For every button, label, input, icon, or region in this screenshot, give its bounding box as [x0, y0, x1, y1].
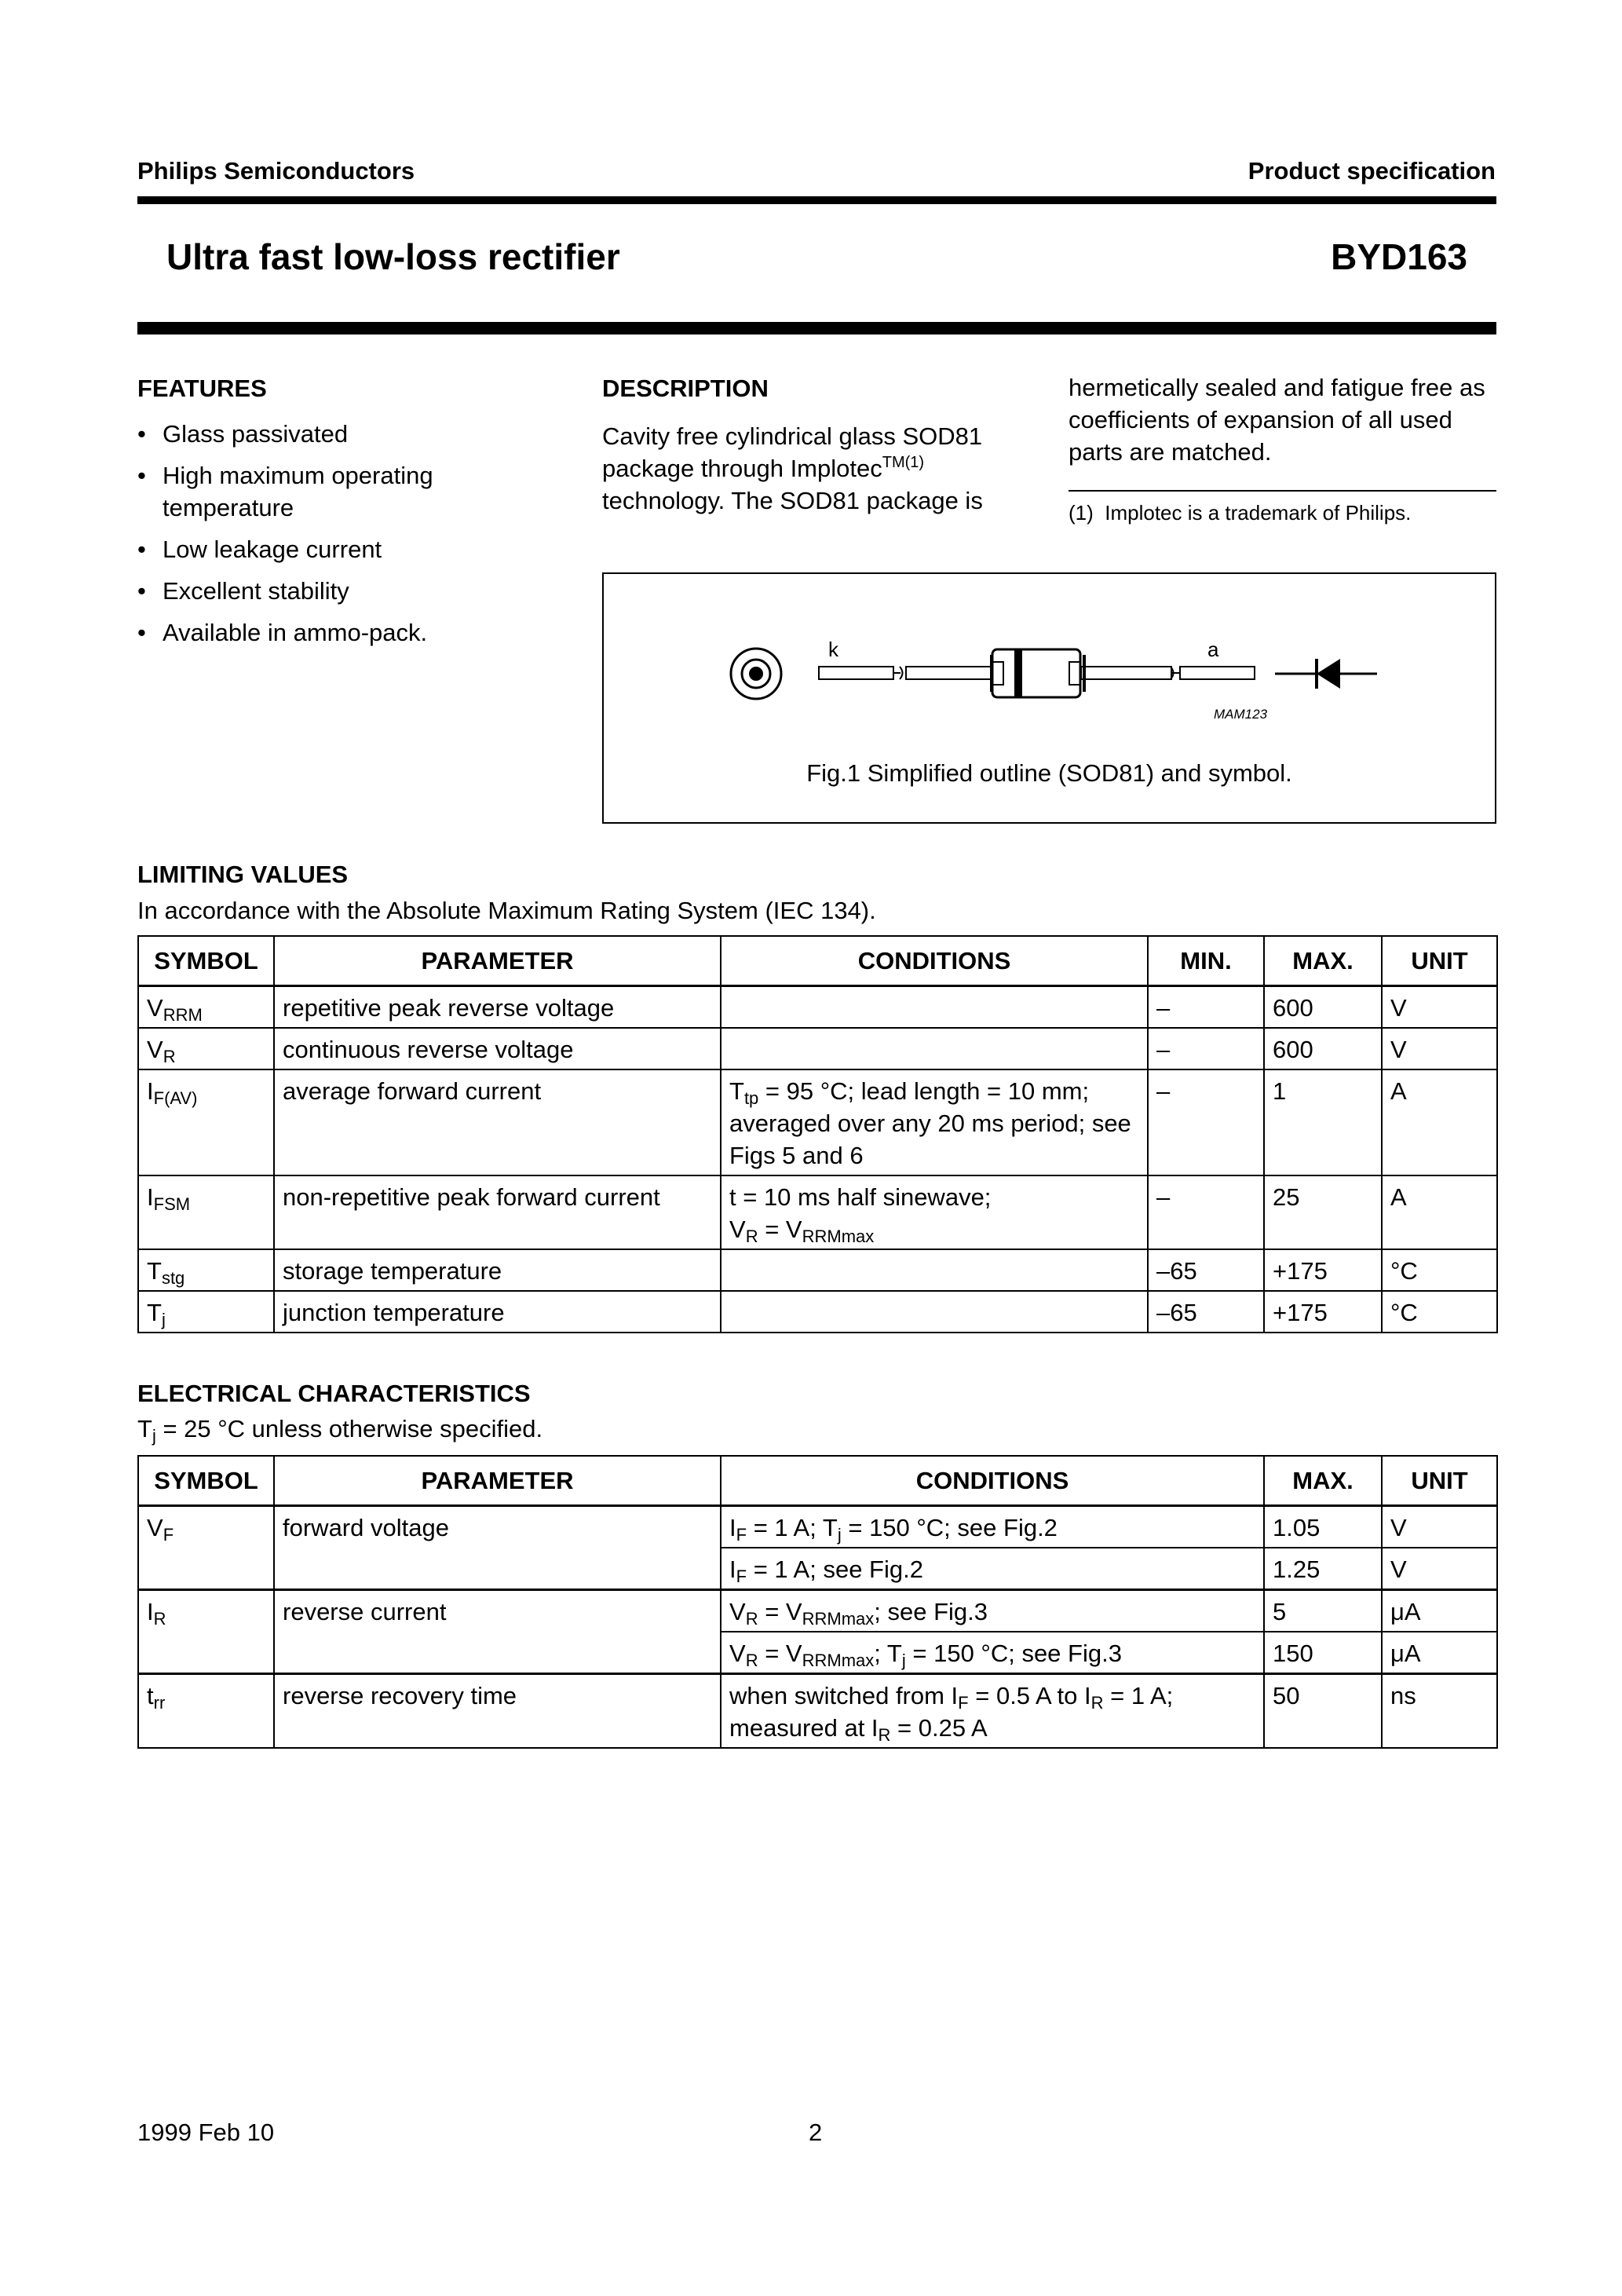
figure-box	[602, 572, 1496, 824]
features-list	[137, 418, 491, 658]
symbol-cell	[138, 986, 274, 1029]
unit-cell: A	[1382, 1175, 1497, 1249]
table-row	[138, 1674, 1497, 1749]
page-title: Ultra fast low-loss rectifier	[166, 236, 620, 277]
unit-cell: V	[1382, 1506, 1497, 1548]
conditions-text: = 1 A; T	[747, 1514, 838, 1541]
conditions-subscript: R	[745, 1227, 758, 1246]
footnote-number: (1)	[1069, 501, 1094, 525]
unit-cell: A	[1382, 1069, 1497, 1175]
symbol-text: I	[147, 1598, 154, 1625]
symbol-subscript: stg	[161, 1268, 185, 1288]
unit-cell: °C	[1382, 1249, 1497, 1291]
parameter-cell: storage temperature	[274, 1249, 721, 1291]
table-row	[138, 1069, 1497, 1175]
description-text-part1: Cavity free cylindrical glass SOD81 package through Implotec	[602, 422, 983, 482]
table-row	[138, 1291, 1497, 1333]
conditions-text: = 1 A; see Fig.2	[747, 1556, 923, 1583]
conditions-cell	[721, 1249, 1148, 1291]
description-text-part2: technology. The SOD81 package is	[602, 487, 983, 514]
parameter-cell: non-repetitive peak forward current	[274, 1175, 721, 1249]
min-cell: –	[1148, 1069, 1264, 1175]
conditions-text: t = 10 ms half sinewave;	[729, 1183, 992, 1211]
parameter-cell: reverse current	[274, 1590, 721, 1674]
conditions-cell	[721, 1175, 1148, 1249]
column-header: UNIT	[1382, 1456, 1497, 1506]
conditions-text: ; see Fig.3	[874, 1598, 988, 1625]
trademark-mark: TM(1)	[882, 454, 925, 471]
column-header: MAX.	[1264, 1456, 1382, 1506]
conditions-subscript: j	[837, 1525, 842, 1545]
limiting-values-table	[137, 935, 1498, 1333]
features-heading: FEATURES	[137, 375, 267, 402]
conditions-cell	[721, 1028, 1148, 1069]
symbol-cell	[138, 1674, 274, 1749]
table-row	[138, 1028, 1497, 1069]
anode-label: a	[1207, 638, 1219, 661]
max-cell: 1	[1264, 1069, 1382, 1175]
unit-cell: μA	[1382, 1590, 1497, 1632]
conditions-cell	[721, 1632, 1264, 1674]
feature-item: • Glass passivated	[137, 418, 491, 450]
column-header: CONDITIONS	[721, 1456, 1264, 1506]
unit-cell: ns	[1382, 1674, 1497, 1749]
description-text-continued: hermetically sealed and fatigue free as coefficients of expansion of all used parts are matched.	[1069, 374, 1485, 466]
footer-date: 1999 Feb 10	[137, 2119, 275, 2146]
conditions-text: = 0.25 A	[890, 1714, 988, 1742]
feature-item: • Low leakage current	[137, 533, 491, 565]
document-type: Product specification	[1248, 157, 1496, 185]
column-header: SYMBOL	[138, 1456, 274, 1506]
max-cell: +175	[1264, 1291, 1382, 1333]
conditions-subscript: R	[878, 1725, 891, 1745]
parameter-cell: junction temperature	[274, 1291, 721, 1333]
symbol-subscript: FSM	[153, 1194, 191, 1214]
symbol-subscript: j	[161, 1310, 166, 1329]
conditions-cell	[721, 1506, 1264, 1548]
symbol-cell	[138, 1590, 274, 1674]
max-cell: 1.25	[1264, 1548, 1382, 1590]
min-cell: –	[1148, 986, 1264, 1029]
symbol-text: t	[147, 1682, 154, 1709]
footnote-text: Implotec is a trademark of Philips.	[1105, 501, 1412, 525]
conditions-subscript: F	[736, 1525, 747, 1545]
description-heading: DESCRIPTION	[602, 375, 769, 402]
conditions-subscript: tp	[743, 1088, 759, 1108]
conditions-subscript: RRMmax	[802, 1609, 875, 1629]
conditions-text: ; T	[874, 1640, 902, 1667]
conditions-cell	[721, 1548, 1264, 1590]
symbol-subscript: F(AV)	[153, 1088, 198, 1108]
conditions-text: = 0.5 A to I	[968, 1682, 1091, 1709]
conditions-subscript: RRMmax	[802, 1651, 875, 1670]
symbol-text: T	[147, 1299, 162, 1326]
column-header: CONDITIONS	[721, 936, 1148, 986]
max-cell: +175	[1264, 1249, 1382, 1291]
symbol-text: I	[147, 1183, 154, 1211]
table-row	[138, 986, 1497, 1029]
max-cell: 150	[1264, 1632, 1382, 1674]
max-cell: 5	[1264, 1590, 1382, 1632]
max-cell: 600	[1264, 986, 1382, 1029]
conditions-text: = 1 A;	[1103, 1682, 1174, 1709]
table-row	[138, 1249, 1497, 1291]
conditions-text: I	[729, 1556, 736, 1583]
unit-cell: V	[1382, 986, 1497, 1029]
symbol-subscript: rr	[153, 1693, 166, 1713]
column-header: UNIT	[1382, 936, 1497, 986]
symbol-subscript: RRM	[163, 1005, 203, 1025]
conditions-subscript: j	[901, 1651, 906, 1670]
description-text	[602, 420, 1026, 517]
electrical-characteristics-intro	[137, 1413, 542, 1445]
conditions-cell	[721, 1069, 1148, 1175]
footnote-rule	[1069, 490, 1496, 492]
diode-symbol-icon	[1275, 659, 1377, 689]
symbol-text: T	[147, 1257, 162, 1285]
conditions-text: V	[729, 1598, 746, 1625]
limiting-values-heading: LIMITING VALUES	[137, 861, 349, 888]
electrical-characteristics-table	[137, 1455, 1498, 1749]
conditions-text: measured at I	[729, 1714, 879, 1742]
company-name: Philips Semiconductors	[137, 157, 415, 185]
conditions-cell	[721, 1590, 1264, 1632]
intro-subscript: j	[152, 1426, 156, 1446]
footnote	[1069, 499, 1411, 526]
column-header: PARAMETER	[274, 1456, 721, 1506]
min-cell: –65	[1148, 1291, 1264, 1333]
symbol-text: V	[147, 1036, 163, 1063]
symbol-cell	[138, 1291, 274, 1333]
symbol-text: V	[147, 994, 163, 1022]
parameter-cell: average forward current	[274, 1069, 721, 1175]
max-cell: 50	[1264, 1674, 1382, 1749]
max-cell: 25	[1264, 1175, 1382, 1249]
symbol-cell	[138, 1028, 274, 1069]
symbol-cell	[138, 1175, 274, 1249]
conditions-subscript: F	[736, 1567, 747, 1586]
table-header-row	[138, 936, 1497, 986]
conditions-subscript: R	[1090, 1693, 1104, 1713]
table-row	[138, 1506, 1497, 1548]
conditions-text: = 95 °C; lead length = 10 mm; averaged over any 20 ms period; see Figs 5 and 6	[729, 1077, 1131, 1169]
parameter-cell: repetitive peak reverse voltage	[274, 986, 721, 1029]
conditions-text: = 150 °C; see Fig.2	[841, 1514, 1058, 1541]
table-row	[138, 1590, 1497, 1632]
conditions-text: V	[729, 1216, 746, 1243]
column-header: MAX.	[1264, 936, 1382, 986]
symbol-text: V	[147, 1514, 163, 1541]
cathode-label: k	[828, 638, 838, 661]
intro-text: T	[137, 1415, 152, 1442]
conditions-subscript: RRMmax	[802, 1227, 875, 1246]
symbol-cell	[138, 1249, 274, 1291]
header-rule	[137, 196, 1496, 204]
conditions-cell	[721, 1674, 1264, 1749]
table-row	[138, 1175, 1497, 1249]
feature-item: • Excellent stability	[137, 575, 491, 607]
unit-cell: V	[1382, 1028, 1497, 1069]
conditions-text: = V	[758, 1216, 802, 1243]
conditions-text: T	[729, 1077, 744, 1105]
symbol-subscript: R	[163, 1047, 176, 1066]
conditions-cell	[721, 986, 1148, 1029]
symbol-subscript: R	[153, 1609, 166, 1629]
conditions-text: when switched from I	[729, 1682, 959, 1709]
parameter-cell: continuous reverse voltage	[274, 1028, 721, 1069]
parameter-cell: forward voltage	[274, 1506, 721, 1590]
title-rule	[137, 322, 1496, 335]
max-cell: 1.05	[1264, 1506, 1382, 1548]
feature-item: • High maximum operating temperature	[137, 459, 491, 524]
figure-caption: Fig.1 Simplified outline (SOD81) and symbol.	[806, 759, 1292, 787]
intro-text: = 25 °C unless otherwise specified.	[155, 1415, 543, 1442]
feature-item: • Available in ammo-pack.	[137, 616, 491, 649]
column-header: MIN.	[1148, 936, 1264, 986]
conditions-text: = 150 °C; see Fig.3	[905, 1640, 1122, 1667]
max-cell: 600	[1264, 1028, 1382, 1069]
electrical-characteristics-heading: ELECTRICAL CHARACTERISTICS	[137, 1380, 531, 1407]
conditions-subscript: R	[745, 1609, 758, 1629]
symbol-cell	[138, 1069, 274, 1175]
part-number: BYD163	[1331, 236, 1467, 277]
table-header-row	[138, 1456, 1497, 1506]
min-cell: –65	[1148, 1249, 1264, 1291]
parameter-cell: reverse recovery time	[274, 1674, 721, 1749]
limiting-values-intro: In accordance with the Absolute Maximum Rating System (IEC 134).	[137, 897, 876, 924]
conditions-cell	[721, 1291, 1148, 1333]
symbol-text: I	[147, 1077, 154, 1105]
page-number: 2	[809, 2119, 823, 2146]
unit-cell: V	[1382, 1548, 1497, 1590]
unit-cell: °C	[1382, 1291, 1497, 1333]
unit-cell: μA	[1382, 1632, 1497, 1674]
conditions-text: = V	[758, 1640, 802, 1667]
min-cell: –	[1148, 1175, 1264, 1249]
figure-code: MAM123	[1214, 707, 1268, 722]
column-header: PARAMETER	[274, 936, 721, 986]
symbol-subscript: F	[163, 1525, 174, 1545]
conditions-text: = V	[758, 1598, 802, 1625]
conditions-subscript: F	[958, 1693, 969, 1713]
min-cell: –	[1148, 1028, 1264, 1069]
symbol-cell	[138, 1506, 274, 1590]
column-header: SYMBOL	[138, 936, 274, 986]
conditions-subscript: R	[745, 1651, 758, 1670]
conditions-text: I	[729, 1514, 736, 1541]
conditions-text: V	[729, 1640, 746, 1667]
